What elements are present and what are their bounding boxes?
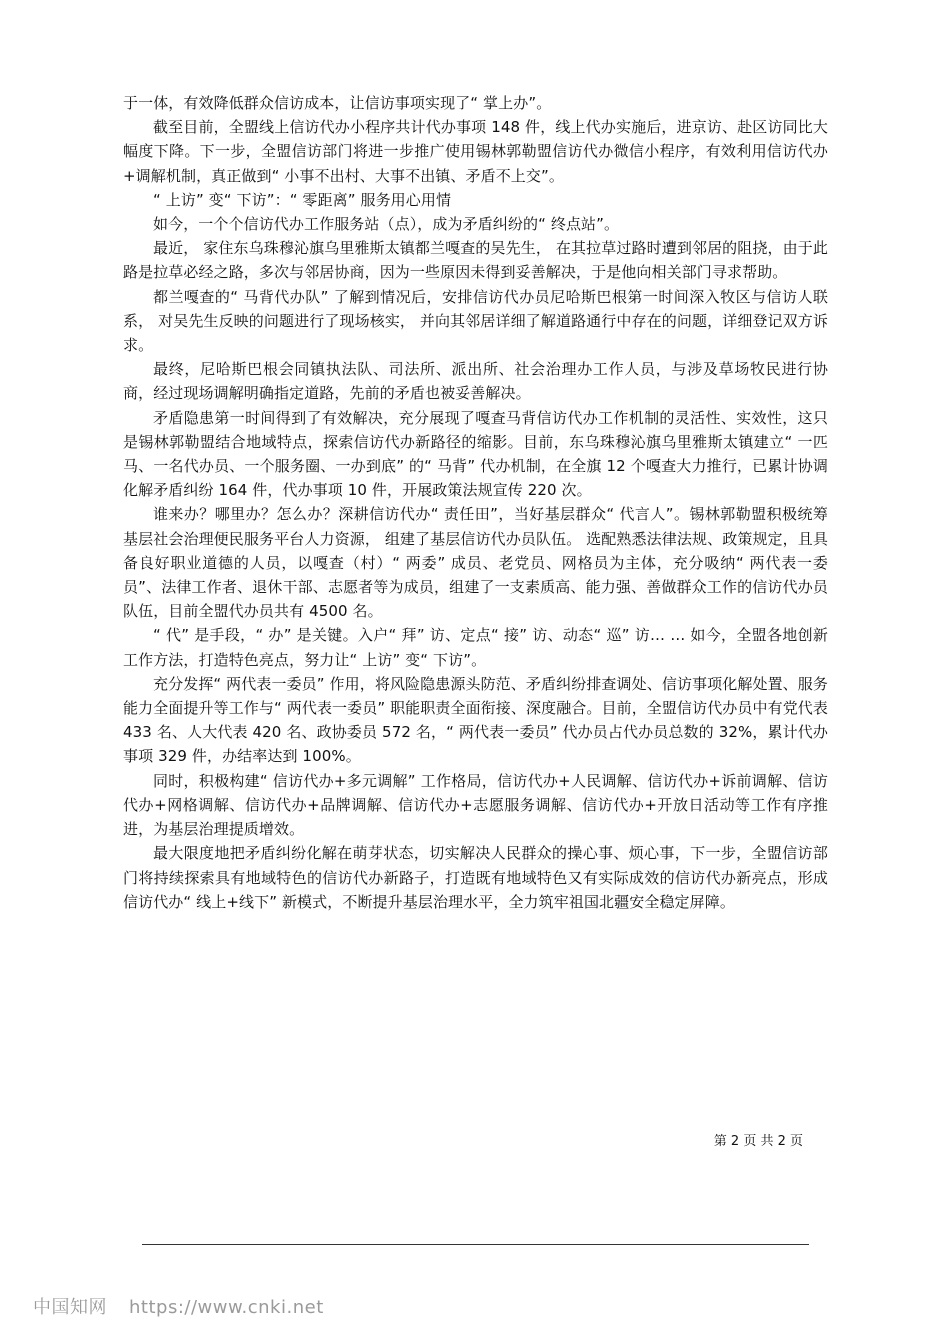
watermark-url: https://www.cnki.net — [129, 1297, 324, 1318]
paragraph: 如今，一个个信访代办工作服务站（点），成为矛盾纠纷的“ 终点站”。 — [153, 215, 620, 234]
article-body — [123, 91, 828, 914]
paragraph: 谁来办？哪里办？怎么办？深耕信访代办“ 责任田”，当好基层群众“ 代言人”。锡林郭勒盟积极统筹基层社会治理便民服务平台人力资源， 组建了基层信访代办员队伍。 选配熟悉法律法规、政策规定，且具备良好职业道德的人员，以嘎查（村）“ 两委” 成员、老党员、网格员为主体，充分吸纳“ 两代表一委员”、法律工作者、退休干部、志愿者等为成员，组建了一支素质高、能力强、善做群众工作的信访代办员队伍，目前全盟代办员共有 4500 名。 — [123, 505, 828, 621]
paragraph: 矛盾隐患第一时间得到了有效解决，充分展现了嘎查马背信访代办工作机制的灵活性、实效性，这只是锡林郭勒盟结合地域特点，探索信访代办新路径的缩影。目前，东乌珠穆沁旗乌里雅斯太镇建立“ 一匹马、一名代办员、一个服务圈、一办到底” 的“ 马背” 代办机制，在全旗 12 个嘎查大力推行，已累计协调化解矛盾纠纷 164 件，代办事项 10 件，开展政策法规宣传 220 次。 — [123, 408, 828, 500]
paragraph: 最终，尼哈斯巴根会同镇执法队、司法所、派出所、社会治理办工作人员，与涉及草场牧民进行协商，经过现场调解明确指定道路，先前的矛盾也被妥善解决。 — [123, 360, 828, 403]
paragraph: 充分发挥“ 两代表一委员” 作用，将风险隐患源头防范、矛盾纠纷排查调处、信访事项化解处置、服务能力全面提升等工作与“ 两代表一委员” 职能职责全面衔接、深度融合。目前，全盟信访代办员中有党代表 433 名、人大代表 420 名、政协委员 572 名，“ 两代表一委员” 代办员占代办员总数的 32%，累计代办事项 329 件，办结率达到 100%。 — [123, 674, 828, 766]
paragraph: 最大限度地把矛盾纠纷化解在萌芽状态，切实解决人民群众的操心事、烦心事，下一步，全盟信访部门将持续探索具有地域特色的信访代办新路子，打造既有地域特色又有实际成效的信访代办新亮点，形成信访代办“ 线上+线下” 新模式，不断提升基层治理水平，全力筑牢祖国北疆安全稳定屏障。 — [123, 844, 828, 911]
paragraph: 都兰嘎查的“ 马背代办队” 了解到情况后，安排信访代办员尼哈斯巴根第一时间深入牧区与信访人联系， 对吴先生反映的问题进行了现场核实， 并向其邻居详细了解道路通行中存在的问题，详细登记双方诉求。 — [123, 287, 828, 355]
cnki-watermark — [33, 1293, 324, 1319]
paragraph: 同时，积极构建“ 信访代办+多元调解” 工作格局，信访代办+人民调解、信访代办+诉前调解、信访代办+网格调解、信访代办+品牌调解、信访代办+志愿服务调解、信访代办+开放日活动等工作有序推进，为基层治理提质增效。 — [123, 771, 828, 839]
watermark-brand: 中国知网 — [33, 1297, 107, 1318]
section-subheading: “ 上访” 变“ 下访”：“ 零距离” 服务用心用情 — [153, 190, 452, 209]
paragraph: 截至目前，全盟线上信访代办小程序共计代办事项 148 件，线上代办实施后，进京访、赴区访同比大幅度下降。下一步，全盟信访部门将进一步推广使用锡林郭勒盟信访代办微信小程序，有效利用信访代办+调解机制，真正做到“ 小事不出村、大事不出镇、矛盾不上交”。 — [123, 118, 828, 185]
page-number: 第 2 页 共 2 页 — [713, 1134, 803, 1149]
paragraph: “ 代” 是手段，“ 办” 是关键。入户“ 拜” 访、定点“ 接” 访、动态“ 巡” 访… … 如今，全盟各地创新工作方法，打造特色亮点，努力让“ 上访” 变“ 下访”。 — [123, 626, 828, 669]
paragraph: 于一体，有效降低群众信访成本，让信访事项实现了“ 掌上办”。 — [123, 94, 552, 112]
paragraph: 最近， 家住东乌珠穆沁旗乌里雅斯太镇都兰嘎查的吴先生， 在其拉草过路时遭到邻居的阻挠，由于此路是拉草必经之路，多次与邻居协商，因为一些原因未得到妥善解决，于是他向相关部门寻求帮助。 — [123, 239, 828, 282]
footer-divider — [142, 1244, 809, 1245]
